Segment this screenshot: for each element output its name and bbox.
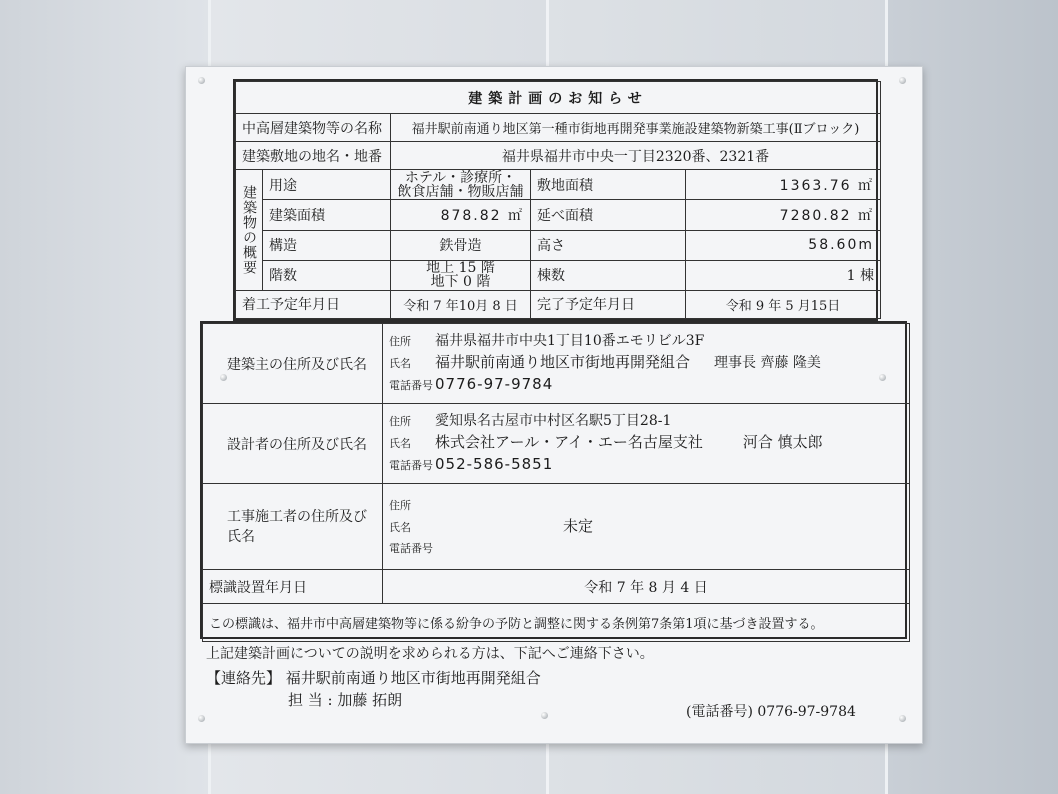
use-value: ホテル・診療所・ 飲食店舗・物販店舗	[391, 170, 531, 200]
contact-organization: 【連絡先】 福井駅前南通り地区市街地再開発組合	[206, 669, 541, 687]
client-info: 住所 福井県福井市中央1丁目10番エモリビル3F 氏名 福井駅前南通り地区市街地再開発組合 理事長 齊藤 隆美 電話番号 0776-97-9784	[383, 324, 910, 404]
sign-title: 建築計画のお知らせ	[236, 82, 881, 114]
contact-instruction: 上記建築計画についての説明を求められる方は、下記へご連絡下さい。	[206, 646, 654, 662]
building-name-label: 中高層建築物等の名称	[236, 114, 391, 142]
floors-label: 階数	[263, 260, 391, 290]
designer-label: 設計者の住所及び氏名	[203, 404, 383, 484]
use-label: 用途	[263, 170, 391, 200]
site-address-label: 建築敷地の地名・地番	[236, 142, 391, 170]
floor-area-label: 延べ面積	[531, 200, 686, 230]
ordinance-notice: この標識は、福井市中高層建築物等に係る紛争の予防と調整に関する条例第7条第1項に基づき設置する。	[203, 604, 910, 642]
start-date-value: 令和 7 年10月 8 日	[391, 290, 531, 318]
building-name-value: 福井駅前南通り地区第一種市街地再開発事業施設建築物新築工事(Ⅱブロック)	[391, 114, 881, 142]
end-date-value: 令和 9 年 5 月15日	[686, 290, 881, 318]
height-label: 高さ	[531, 230, 686, 260]
screw-icon	[899, 77, 906, 84]
building-area-label: 建築面積	[263, 200, 391, 230]
client-label: 建築主の住所及び氏名	[203, 324, 383, 404]
sign-date-value: 令和 7 年 8 月 4 日	[383, 570, 910, 604]
screw-icon	[198, 715, 205, 722]
site-address-value: 福井県福井市中央一丁目2320番、2321番	[391, 142, 881, 170]
sign-date-label: 標識設置年月日	[203, 570, 383, 604]
building-info-table	[233, 79, 878, 321]
height-value: 58.60m	[686, 230, 881, 260]
contact-person: 担 当 : 加藤 拓朗	[288, 691, 403, 709]
screw-icon	[541, 712, 548, 719]
end-date-label: 完了予定年月日	[531, 290, 686, 318]
screw-icon	[198, 77, 205, 84]
structure-value: 鉄骨造	[391, 230, 531, 260]
floors-value: 地上 15 階 地下 0 階	[391, 260, 531, 290]
building-notice-sign	[185, 66, 923, 744]
site-area-value: 1363.76 ㎡	[686, 170, 881, 200]
buildings-value: 1 棟	[686, 260, 881, 290]
start-date-label: 着工予定年月日	[236, 290, 391, 318]
screw-icon	[899, 715, 906, 722]
contractor-info: 住所 氏名 未定 電話番号	[383, 484, 910, 570]
overview-side-label: 建築物の概要	[236, 170, 263, 291]
contact-phone: (電話番号) 0776-97-9784	[686, 704, 856, 720]
site-area-label: 敷地面積	[531, 170, 686, 200]
contractor-label: 工事施工者の住所及び 氏名	[203, 484, 383, 570]
parties-table	[200, 321, 907, 639]
floor-area-value: 7280.82 ㎡	[686, 200, 881, 230]
structure-label: 構造	[263, 230, 391, 260]
designer-info: 住所 愛知県名古屋市中村区名駅5丁目28-1 氏名 株式会社アール・アイ・エー名古屋支社 河合 慎太郎 電話番号 052-586-5851	[383, 404, 910, 484]
buildings-label: 棟数	[531, 260, 686, 290]
building-area-value: 878.82 ㎡	[391, 200, 531, 230]
wall-panel-left	[0, 0, 211, 794]
